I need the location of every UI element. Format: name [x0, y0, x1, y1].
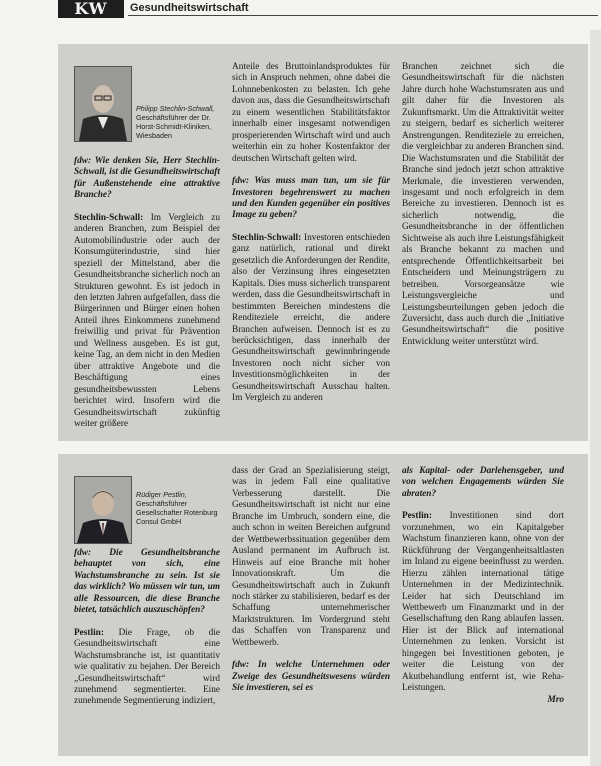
- answer-text: Anteile des Bruttoinlandsproduktes für sich in Anspruch nehmen, ohne dabei die Lohnnebenkosten zu belasten. Ich gehe davon aus, dass die Gesundheitswirtschaft zu einem wesentlichen Stabilitätsfaktor innerhalb einer insgesamt notwendigen prosperierenden Wirtschaft wird und auch weiterhin ein zu hoher Kostenfaktor der deutschen Wirtschaft gelten wird.: [232, 62, 390, 164]
- speaker: Pestlin:: [74, 627, 104, 638]
- answer: [74, 213, 220, 431]
- caption-role: Geschäftsführer der Dr. Horst-Schmidt-Kliniken, Wiesbaden: [136, 113, 212, 140]
- answer: [232, 233, 390, 405]
- column-3: [402, 466, 564, 706]
- answer-text: dass der Grad an Spezialisierung steigt, was in jedem Fall eine qualitative Verbesserung darstellt. Die Gesundheitswirtschaft ist nicht nur eine Branche im Umbruch, sondern eine, die auch schon in weiten Bereichen aufgrund der Wettbewerbssituation gegenüber dem Ausland permanent im Aufbruch ist. Hinweis auf eine Branche mit hoher Innovationskraft. Um die Gesundheitswirtschaft auch in Zukunft noch stärker zu stabilisieren, bedarf es der Schaffung unternehmerischer Marktstrukturen. Im Vordergrund steht das Schaffen von Transparenz und Wettbewerb.: [232, 466, 390, 648]
- answer-text: Im Vergleich zu anderen Branchen, zum Beispiel der Automobilindustrie oder auch der Konsumgüterindustrie, sind hier speziell der Mittelstand, aber die Gesundheitsbranche sicherlich noch an Strukturen gewohnt. Es ist jedoch in den letzten Jahren aufgefallen, dass die Bürgerinnen und Bürger einen hohen Anteil ihres Einkommens zunehmend freiwillig und privat für Prävention und Wellness ausgeben. Es ist gut, keine Tag, an dem nicht in den Medien über attraktive Angebote und die Beschäftigung eines gesundheitsbewussten Lebens berichtet wird. Insofern wird die Gesundheitswirtschaft zukünftig weiter größere: [74, 212, 220, 429]
- portrait-photo-2: [74, 476, 132, 544]
- answer-text: Die Frage, ob die Gesundheitswirtschaft eine Wachstumsbranche ist, ist quantitativ wie qualitativ zu bejahen. Der Bereich „Gesundheitswirtschaft“ wird zunehmend segmentierter. Eine zunehmende Segmentierung indiziert,: [74, 627, 220, 707]
- portrait-caption-1: [136, 104, 216, 140]
- column-2: [232, 466, 390, 695]
- column-2: [232, 62, 390, 405]
- interview-box-2: [58, 454, 588, 756]
- question: fdw: Wie denken Sie, Herr Stechlin-Schwall, ist die Gesundheitswirtschaft für Außenstehende eine attraktive Branche?: [74, 156, 220, 201]
- speaker: Stechlin-Schwall:: [232, 232, 302, 243]
- portrait-photo-1: [74, 66, 132, 142]
- caption-name: Rüdiger Pestlin,: [136, 490, 187, 499]
- answer-text: Investoren entschieden ganz natürlich, rational und direkt gesetzlich die Anforderungen der Rendite, also der Verzinsung ihres eingesetzten Kapitals. Dies muss sicherlich transparent werden, dass die Gesundheitswirtschaft in bestimmten Bereichen mindestens die Renditeziele erreicht, die andere Branchen aufweisen. Dennoch ist es zu berücksichtigen, dass innerhalb der Gesundheitswirtschaft gewinnbringende Investoren noch nicht sicher von Investitionsmöglichkeiten in der Gesundheitswirtschaft Ausschau halten. Im Vergleich zu anderen: [232, 232, 390, 404]
- author-signature: Mro: [547, 694, 564, 705]
- question: fdw: Was muss man tun, um sie für Investoren begehrenswert zu machen und den Kunden gegenüber ein positives Image zu geben?: [232, 176, 390, 221]
- portrait-caption-2: [136, 490, 220, 526]
- question: als Kapital- oder Darlehensgeber, und von welchen Engagements würden Sie abraten?: [402, 466, 564, 499]
- answer: [402, 511, 564, 694]
- portrait-2-icon: [75, 477, 131, 543]
- speaker: Pestlin:: [402, 511, 432, 522]
- interview-box-1: [58, 44, 588, 441]
- portrait-1-icon: [75, 67, 131, 141]
- question: fdw: Die Gesundheitsbranche behauptet von sich, eine Wachstumsbranche zu sein. Ist sie das wirklich? Wo müssen wir tun, um alle Ressourcen, die diese Branche bietet, tatsächlich auszuschöpfen?: [74, 548, 220, 616]
- answer-text: Branchen zeichnet sich die Gesundheitswirtschaft für die nächsten Jahre durch hohe Wachstumsraten aus und gilt daher für die Investoren als Zukunftsmarkt. Um die Attraktivität weiter zu steigern, bedarf es sicherlich weiterer Anstrengungen. Renditeziele zu erreichen, die vergleichbar zu anderen Branchen sind. Die Wachstumsraten und die Stabilität der Branche sind jedoch jetzt schon attraktive Merkmale, die investieren verwenden, insgesamt und noch erfolgreich in dem Bereiche zu investieren. Dennoch ist es sicherlich notwendig, die Gesundheitsbranche in der öffentlichen Sichtweise als auch ihre Leistungsfähigkeit als Branche bekannt zu machen und entsprechende Öffentlichkeitsarbeit bei Entscheidern und Meinungsträgern zu betreiben. Vorsorgeansätze wie Leistungsvergleiche und Leistungsbeurteilungen geben jedoch die Zuversicht, dass auch durch die „Initiative Gesundheitswirtschaft“ die positive Entwicklung weiter unterstützt wird.: [402, 62, 564, 347]
- caption-name: Philipp Stechlin-Schwall,: [136, 104, 215, 113]
- page-header: [58, 0, 578, 20]
- caption-role: Geschäftsführer Gesellschafter Rotenburg Consul GmbH: [136, 499, 218, 526]
- answer-text: Investitionen sind dort vorzunehmen, wo ein Kapitalgeber Wachstum finanzieren kann, ohne von der Rückführung der Vergangenheitsaltlasten im Inland zu eigene beeinflusst zu werden. Hierzu zählen international tätige Unternehmen in der Medizintechnik. Leider hat sich Deutschland im Wettbewerb um Finanzmarkt und in der Gesellschaftung den Rang ablaufen lassen. Hier ist der Blick auf international Unternehmen zu lenken. Vorsicht ist hingegen bei Investitionen geboten, je weiter die Leistung von der Akutbehandlung entfernt ist, wie Reha-Leistungen.: [402, 511, 565, 694]
- column-3: [402, 62, 564, 348]
- page-edge-shadow: [590, 30, 601, 766]
- answer: [74, 628, 220, 708]
- magazine-logo: KW: [58, 0, 124, 18]
- column-1: [74, 156, 220, 430]
- speaker: Stechlin-Schwall:: [74, 212, 144, 223]
- header-divider: [128, 15, 598, 16]
- column-1: [74, 548, 220, 708]
- question: fdw: In welche Unternehmen oder Zweige des Gesundheitswesens würden Sie investieren, sei es: [232, 660, 390, 694]
- section-title: Gesundheitswirtschaft: [130, 2, 249, 14]
